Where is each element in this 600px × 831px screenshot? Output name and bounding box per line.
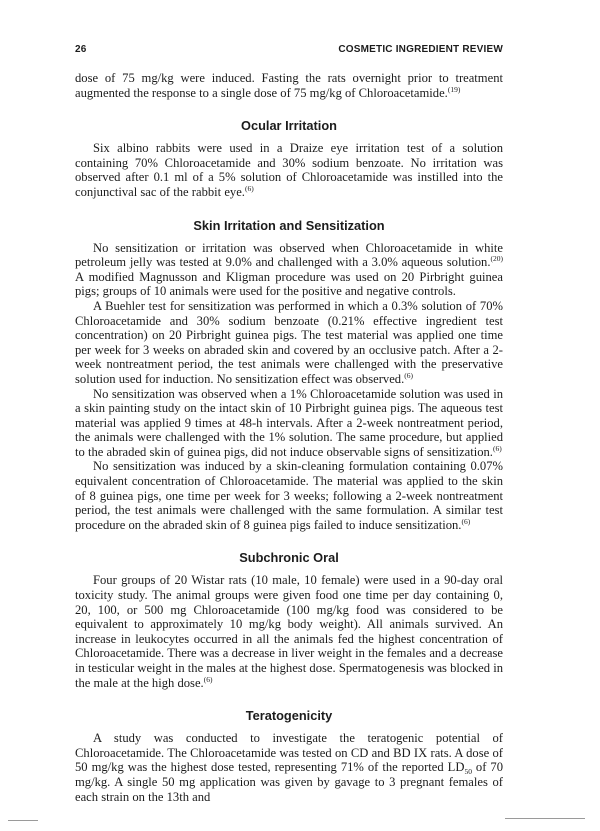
citation: (20) [490,254,503,264]
intro-paragraph: dose of 75 mg/kg were induced. Fasting the rats overnight prior to treatment augmented the response to a single dose of 75 mg/kg of Chloroacetamide.$^{(19)}$ [75,71,503,100]
citation: (6) [461,516,471,526]
citation: (6) [404,370,413,380]
subchronic-paragraph: Four groups of 20 Wistar rats (10 male, 10 female) were used in a 90-day oral toxicity study. The animal groups were given food one time per day containing 0, 20, 100, or 500 mg Chloroacetamide (100 mg/kg food was considered to be equivalent to approximately 10 mg/kg body weight). All animals survived. An increase in leukocytes occurred in all the animals fed the highest concentration of Chloroacetamide. There was a decrease in liver weight in the females and a decrease in testicular weight in the males at the highest dose. Spermatogenesis was blocked in the male at the high dose.$^{(6)}$ [75,573,503,690]
body-text [75,71,503,804]
citation: (6) [492,443,502,453]
citation: (6) [203,674,213,684]
running-header [75,44,503,55]
section-heading-subchronic: Subchronic Oral [239,550,339,566]
running-title: COSMETIC INGREDIENT REVIEW [338,44,503,55]
citation: (6) [244,183,254,193]
skin-paragraph-1: No sensitization or irritation was observed when Chloroacetamide in white petroleum jelly was tested at 9.0% and challenged with a 3.0% aqueous solution.$^{(20)}$ A modified Magnusson and Kligman procedure was used on 20 Pirbright guinea pigs; groups of 10 animals were used for the positive and negative controls. [75,240,503,299]
ocular-paragraph: Six albino rabbits were used in a Draize eye irritation test of a solution containing 70% Chloroacetamide and 30% sodium benzoate. No irritation was observed after 0.1 ml of a 5% solution of Chloroacetamide was instilled into the conjunctival sac of the rabbit eye.$^{(6)}$ [75,141,503,199]
section-heading-ocular: Ocular Irritation [241,118,337,134]
teratogenicity-paragraph: A study was conducted to investigate the teratogenic potential of Chloroacetamide. The Chloroacetamide was tested on CD and BD IX rats. A dose of 50 mg/kg was the highest dose tested, representing 71% of the reported $LD_{50}$ of 70 mg/kg. A single 50 mg application was given by gavage to 3 pregnant females of each strain on the 13th and [75,731,503,804]
footer-rule-right [505,818,585,819]
footer-rule-left [8,820,38,821]
skin-paragraph-4: No sensitization was induced by a skin-cleaning formulation containing 0.07% equivalent concentration of Chloroacetamide. The material was applied to the skin of 8 guinea pigs, one time per week for 3 weeks; following a 2-week nontreatment period, the test animals were challenged with the same formulation. A similar test procedure on the abraded skin of 8 guinea pigs failed to induce sensitization.$^{(6)}$ [75,459,503,532]
skin-paragraph-3: No sensitization was observed when a 1% Chloroacetamide solution was used in a skin painting study on the intact skin of 10 Pirbright guinea pigs. The aqueous test material was applied 9 times at 48-h intervals. After a 2-week nontreatment period, the animals were challenged with the 1% solution. The same procedure, but applied to the abraded skin of guinea pigs, did not induce observable signs of sensitization.$^{(6)}$ [75,386,503,459]
ld50-subscript: 50 [464,767,472,777]
section-heading-teratogenicity: Teratogenicity [245,708,333,724]
citation: (19) [447,84,461,94]
page-number: 26 [75,44,87,55]
section-heading-skin: Skin Irritation and Sensitization [193,217,385,233]
skin-paragraph-2: A Buehler test for sensitization was performed in which a 0.3% solution of 70% Chloroacetamide and 30% sodium benzoate (0.21% effective ingredient test concentration) on 20 Pirbright guinea pigs. The test material was applied one time per week for 3 weeks on abraded skin and covered by an occlusive patch. After a 2-week nontreatment period, the test animals were challenged with the preservative solution used for induction. No sensitization effect was observed.$^{(6)}$ [75,298,503,386]
